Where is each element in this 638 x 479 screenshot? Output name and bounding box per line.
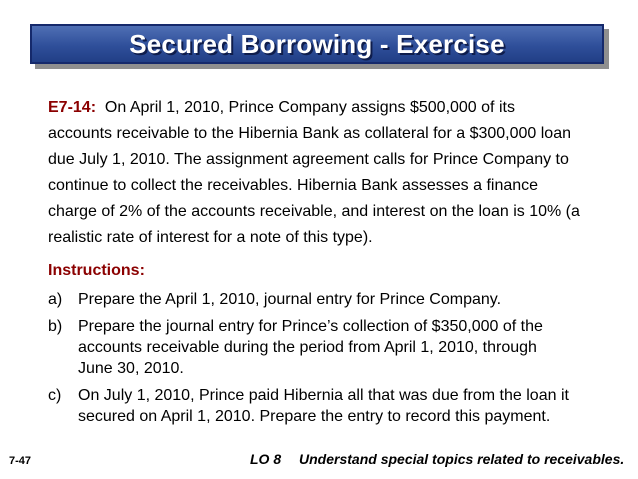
exercise-text: On April 1, 2010, Prince Company assigns $500,000 of its [104, 99, 515, 116]
instruction-line: secured on April 1, 2010. Prepare the entry to record this payment. [78, 408, 551, 425]
exercise-line: charge of 2% of the accounts receivable, and interest on the loan is 10% (a [48, 203, 580, 220]
instruction-line: accounts receivable during the period from April 1, 2010, through [78, 339, 537, 356]
learning-objective-number: LO 8 [250, 451, 282, 467]
exercise-label: E7-14: [48, 99, 97, 116]
exercise-line: due July 1, 2010. The assignment agreement calls for Prince Company to [48, 151, 569, 168]
exercise-line: realistic rate of interest for a note of this type). [48, 229, 373, 246]
slide-title-banner [30, 24, 604, 64]
instruction-line: Prepare the journal entry for Prince’s collection of $350,000 of the [78, 318, 543, 335]
exercise-line [48, 95, 633, 121]
instruction-item-c [48, 385, 569, 427]
instruction-letter: c) [48, 387, 62, 404]
exercise-paragraph [48, 95, 633, 251]
exercise-line: accounts receivable to the Hibernia Bank as collateral for a $300,000 loan [48, 125, 571, 142]
page-number: 7-47 [9, 455, 32, 467]
learning-objective-text: Understand special topics related to receivables. [299, 451, 625, 467]
slide-title: Secured Borrowing - Exercise [129, 28, 505, 59]
instruction-item-b [48, 316, 543, 379]
instruction-text [78, 316, 543, 379]
instruction-line: Prepare the April 1, 2010, journal entry for Prince Company. [78, 291, 502, 308]
instructions-heading: Instructions: [48, 262, 145, 279]
instruction-line: June 30, 2010. [78, 360, 184, 377]
instruction-text [78, 289, 501, 310]
exercise-line: continue to collect the receivables. Hibernia Bank assesses a finance [48, 177, 539, 194]
instruction-line: On July 1, 2010, Prince paid Hibernia all that was due from the loan it [78, 387, 569, 404]
instruction-letter: a) [48, 291, 63, 308]
instruction-text [78, 385, 569, 427]
instruction-item-a [48, 289, 501, 310]
instruction-letter: b) [48, 318, 63, 335]
learning-objective-footer [250, 451, 624, 467]
